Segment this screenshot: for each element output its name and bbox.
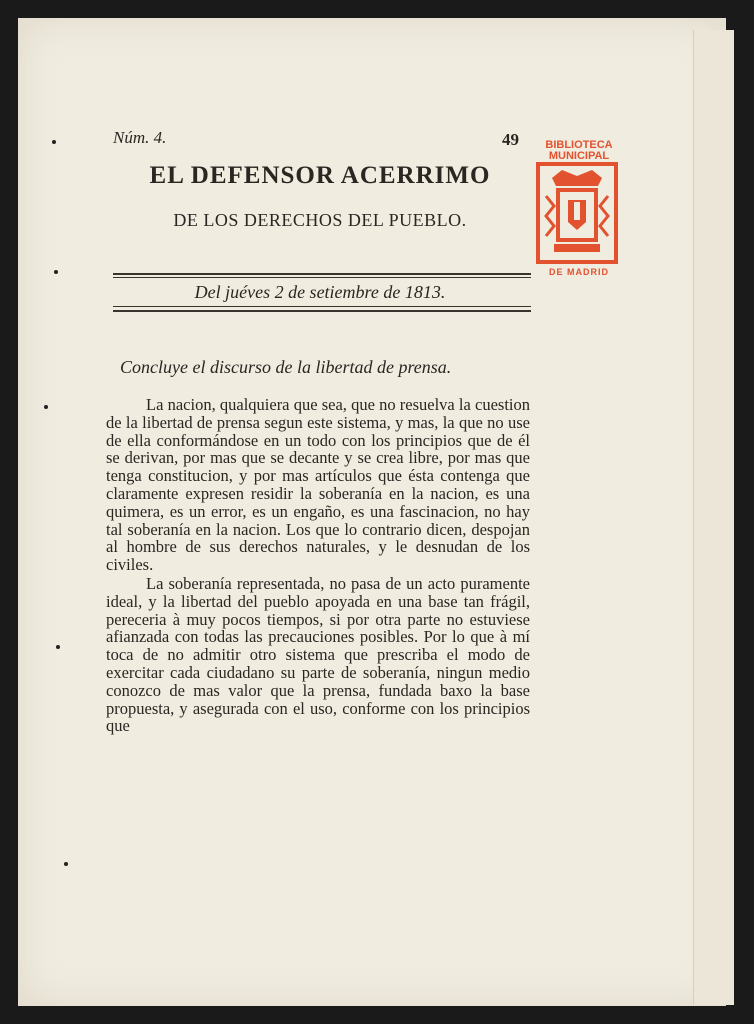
margin-mark <box>54 270 58 274</box>
stamp-top-text: BIBLIOTECA MUNICIPAL <box>545 139 613 162</box>
page-title: EL DEFENSOR ACERRIMO <box>149 162 491 189</box>
page-edge <box>693 30 734 1005</box>
page-subtitle: DE LOS DERECHOS DEL PUEBLO. <box>173 210 467 230</box>
coat-of-arms-icon <box>540 166 614 260</box>
bottom-rule <box>113 310 531 312</box>
library-stamp <box>533 140 625 280</box>
margin-mark <box>52 140 56 144</box>
stamp-frame <box>536 162 618 264</box>
paragraph: La nacion, qualquiera que sea, que no resuelva la cuestion de la libertad de prensa segun este sistema, y mas, la que no use de ella conformándose en un todo con los principios que de él se derivan, por mas que se decante y se crea libre, por mas que tenga constitucion, y por mas artículos que ésta contenga que claramente expresen residir la soberanía en la nacion, es una quimera, es un error, es un engaño, es una fascinacion, no hay tal soberanía en la nacion. Los que lo contrario dicen, despojan al hombre de sus derechos naturales, y le desnudan de los civiles. <box>106 395 530 575</box>
section-heading: Concluye el discurso de la libertad de prensa. <box>120 357 452 377</box>
margin-mark <box>64 862 68 866</box>
article-body <box>106 396 530 736</box>
paragraph: La soberanía representada, no pasa de un acto puramente ideal, y la libertad del pueblo apoyada en una base tan frágil, pereceria à muy pocos tiempos, si por otra parte no estuviese afianzada con todas las precauciones posibles. Por lo que à mí toca de no admitir otro sistema que prescriba el modo de exercitar cada ciudadano su parte de soberanía, ningun medio conozco de mas valor que la prensa, fundada baxo la base propuesta, y asegurada con el uso, conforme con los principios que <box>106 573 530 736</box>
issue-number: Núm. 4. <box>113 128 167 147</box>
margin-mark <box>44 405 48 409</box>
top-rule <box>113 273 531 275</box>
bottom-rule-thin <box>113 306 531 307</box>
stamp-bottom-text: DE MADRID <box>549 267 609 277</box>
margin-mark <box>56 645 60 649</box>
top-rule-thin <box>113 277 531 278</box>
page-number: 49 <box>502 130 519 149</box>
dateline: Del juéves 2 de setiembre de 1813. <box>194 282 446 302</box>
